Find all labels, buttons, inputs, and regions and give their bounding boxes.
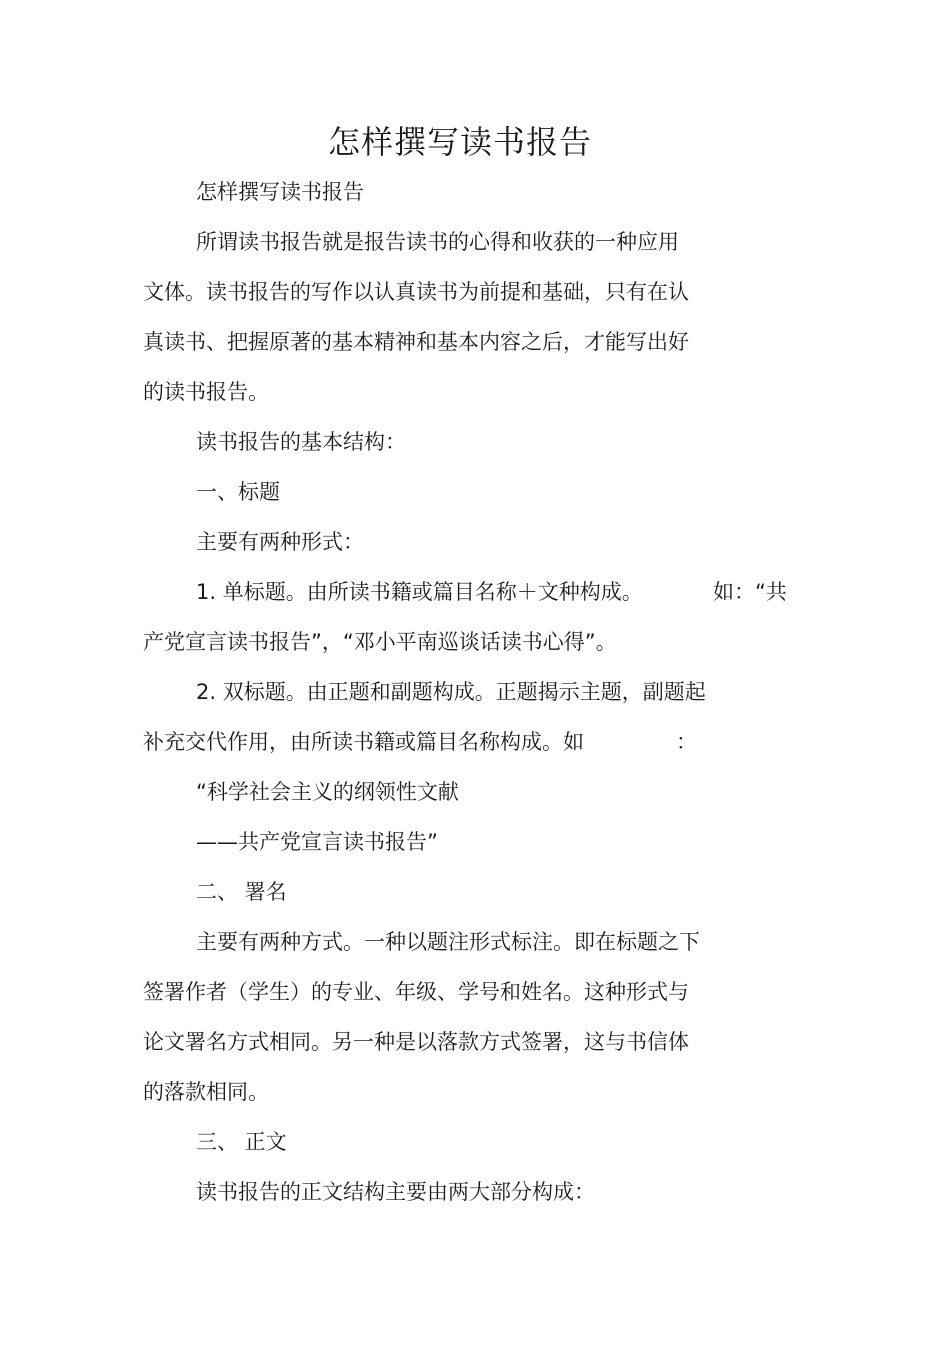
list-item-line-tail: ： [676, 730, 697, 754]
section-heading: 三、 正文 [196, 1130, 287, 1154]
list-item-line: 1. 单标题。由所读书籍或篇目名称＋文种构成。 [196, 580, 643, 604]
paragraph-line: 读书报告的正文结构主要由两大部分构成： [196, 1180, 595, 1204]
subtitle-line: 怎样撰写读书报告 [196, 180, 364, 204]
section-heading: 一、标题 [196, 480, 280, 504]
paragraph-line: 论文署名方式相同。另一种是以落款方式签署，这与书信体 [143, 1030, 689, 1054]
list-item-line: 2. 双标题。由正题和副题构成。正题揭示主题，副题起 [196, 680, 706, 704]
paragraph-line: 主要有两种形式： [196, 530, 364, 554]
paragraph-line: 读书报告的基本结构： [196, 430, 406, 454]
paragraph-line: 的读书报告。 [143, 380, 269, 404]
example-title-line: ——共产党宣言读书报告” [196, 830, 438, 854]
paragraph-line: 文体。读书报告的写作以认真读书为前提和基础，只有在认 [143, 280, 689, 304]
document-title: 怎样撰写读书报告 [327, 123, 592, 161]
paragraph-line: 的落款相同。 [143, 1080, 269, 1104]
paragraph-line: 真读书、把握原著的基本精神和基本内容之后，才能写出好 [143, 330, 689, 354]
paragraph-line: 签署作者（学生）的专业、年级、学号和姓名。这种形式与 [143, 980, 689, 1004]
list-item-line: 补充交代作用，由所读书籍或篇目名称构成。如 [143, 730, 584, 754]
paragraph-line: 所谓读书报告就是报告读书的心得和收获的一种应用 [196, 230, 679, 254]
example-title-line: “科学社会主义的纲领性文献 [196, 780, 459, 804]
section-heading: 二、 署名 [196, 880, 287, 904]
list-item-line-tail: 如：“共 [713, 580, 787, 604]
paragraph-line: 主要有两种方式。一种以题注形式标注。即在标题之下 [196, 930, 700, 954]
list-item-line: 产党宣言读书报告”，“邓小平南巡谈话读书心得”。 [143, 630, 617, 654]
